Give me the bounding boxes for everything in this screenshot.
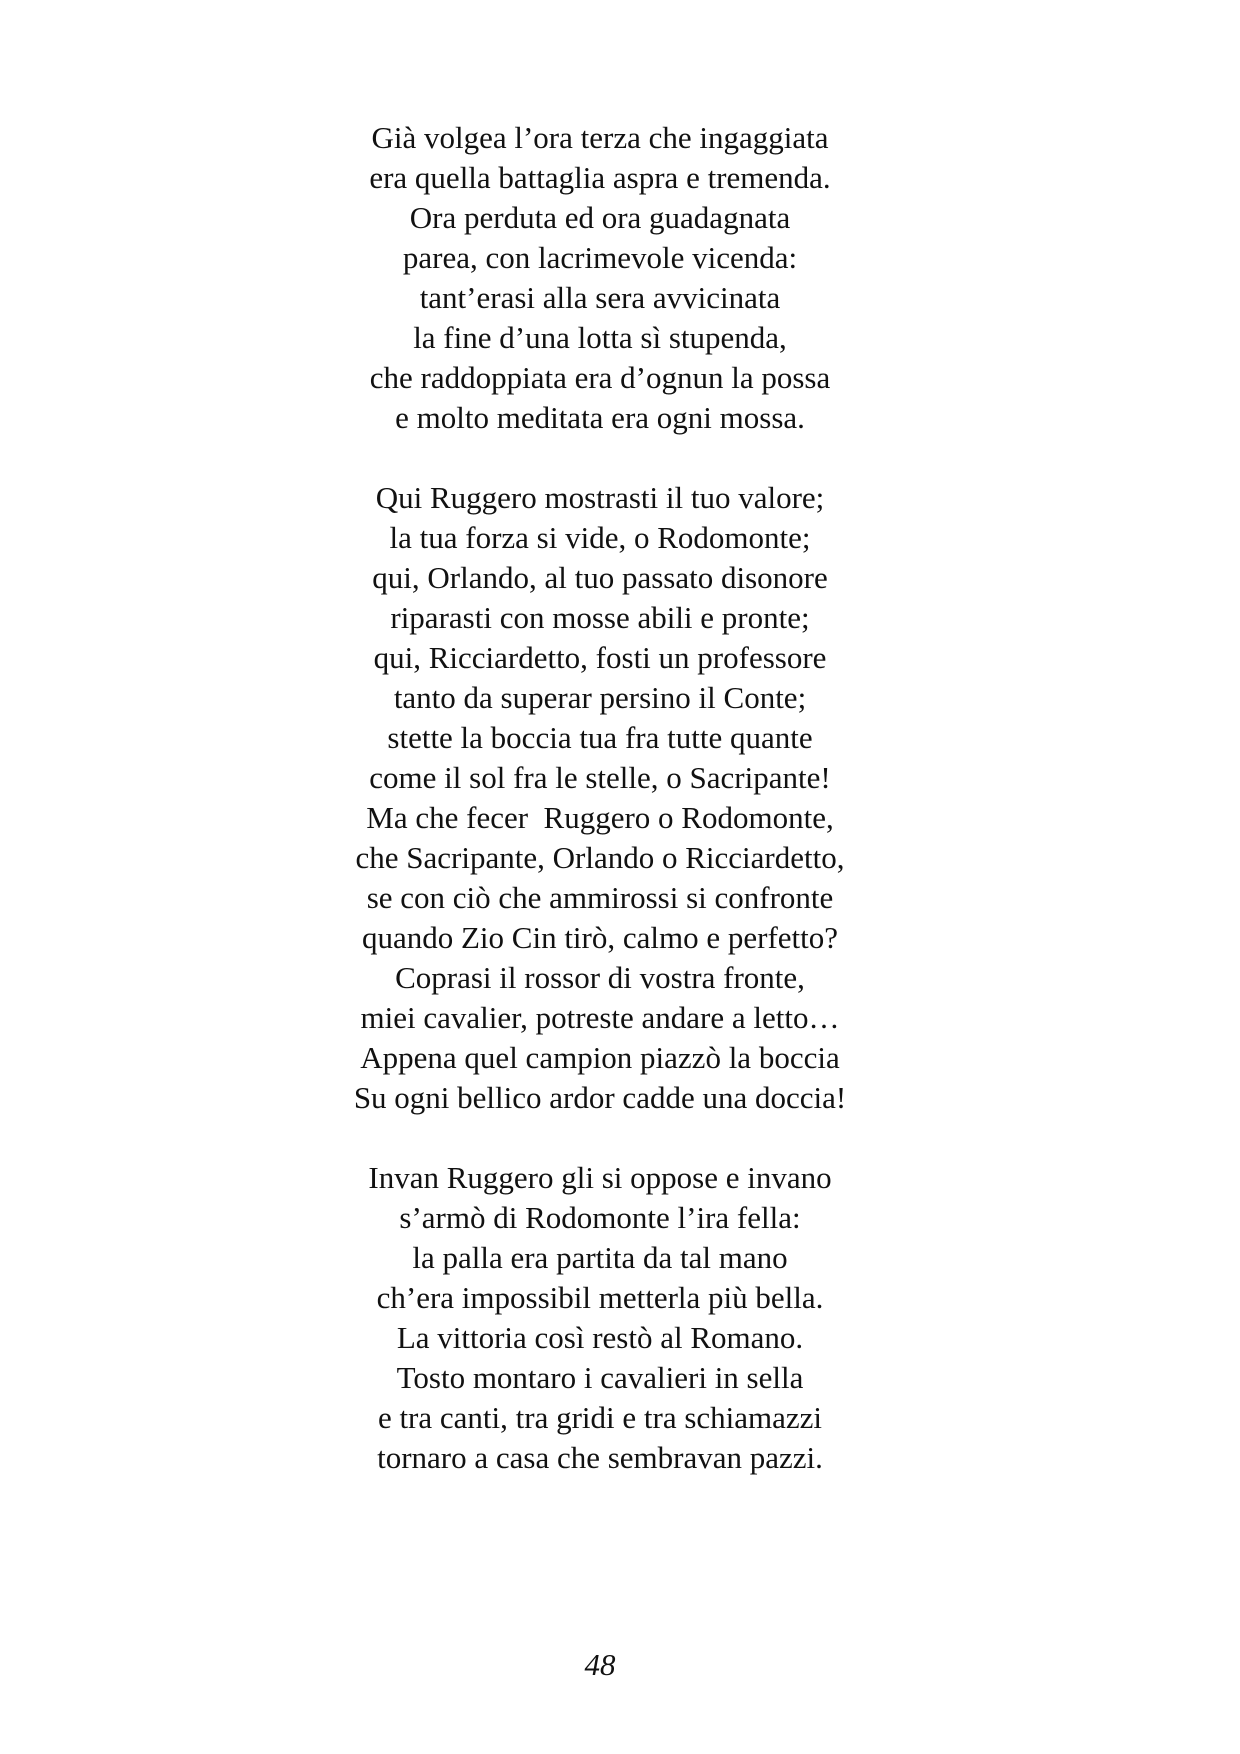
poem-line: era quella battaglia aspra e tremenda. bbox=[369, 160, 831, 195]
poem-line: qui, Orlando, al tuo passato disonore bbox=[372, 560, 828, 595]
poem-line: stette la boccia tua fra tutte quante bbox=[387, 720, 813, 755]
poem-line: tant’erasi alla sera avvicinata bbox=[419, 280, 781, 315]
poem-line: Su ogni bellico ardor cadde una doccia! bbox=[353, 1080, 847, 1115]
poem-line: e molto meditata era ogni mossa. bbox=[395, 400, 805, 435]
stanza-1 bbox=[0, 118, 1200, 438]
poem-line: Ma che fecer Ruggero o Rodomonte, bbox=[366, 800, 834, 835]
stanza-3 bbox=[0, 1158, 1200, 1478]
poem-line: qui, Ricciardetto, fosti un professore bbox=[373, 640, 827, 675]
poem-line: La vittoria così restò al Romano. bbox=[396, 1320, 804, 1355]
poem-line: che raddoppiata era d’ognun la possa bbox=[369, 360, 831, 395]
poem-line: Ora perduta ed ora guadagnata bbox=[409, 200, 791, 235]
poem-line: ch’era impossibil metterla più bella. bbox=[376, 1280, 824, 1315]
poem-line: miei cavalier, potreste andare a letto… bbox=[360, 1000, 840, 1035]
poem-line: e tra canti, tra gridi e tra schiamazzi bbox=[377, 1400, 823, 1435]
poem-line: riparasti con mosse abili e pronte; bbox=[390, 600, 810, 635]
poem bbox=[0, 118, 1200, 1478]
poem-line: s’armò di Rodomonte l’ira fella: bbox=[399, 1200, 801, 1235]
poem-line: tornaro a casa che sembravan pazzi. bbox=[377, 1440, 823, 1475]
poem-line: che Sacripante, Orlando o Ricciardetto, bbox=[355, 840, 845, 875]
poem-line: la palla era partita da tal mano bbox=[412, 1240, 788, 1275]
poem-line: Coprasi il rossor di vostra fronte, bbox=[395, 960, 805, 995]
poem-line: Appena quel campion piazzò la boccia bbox=[360, 1040, 840, 1075]
poem-line: se con ciò che ammirossi si confronte bbox=[366, 880, 834, 915]
poem-line: Già volgea l’ora terza che ingaggiata bbox=[371, 120, 829, 155]
poem-line: la fine d’una lotta sì stupenda, bbox=[413, 320, 787, 355]
page-number: 48 bbox=[584, 1647, 616, 1682]
poem-line: parea, con lacrimevole vicenda: bbox=[402, 240, 798, 275]
poem-line: la tua forza si vide, o Rodomonte; bbox=[389, 520, 811, 555]
poem-line: Invan Ruggero gli si oppose e invano bbox=[368, 1160, 832, 1195]
poem-line: Tosto montaro i cavalieri in sella bbox=[396, 1360, 804, 1395]
stanza-2 bbox=[0, 478, 1200, 1118]
poem-line: quando Zio Cin tirò, calmo e perfetto? bbox=[361, 920, 839, 955]
poem-line: come il sol fra le stelle, o Sacripante! bbox=[369, 760, 831, 795]
poem-line: Qui Ruggero mostrasti il tuo valore; bbox=[375, 480, 825, 515]
poem-line: tanto da superar persino il Conte; bbox=[393, 680, 807, 715]
